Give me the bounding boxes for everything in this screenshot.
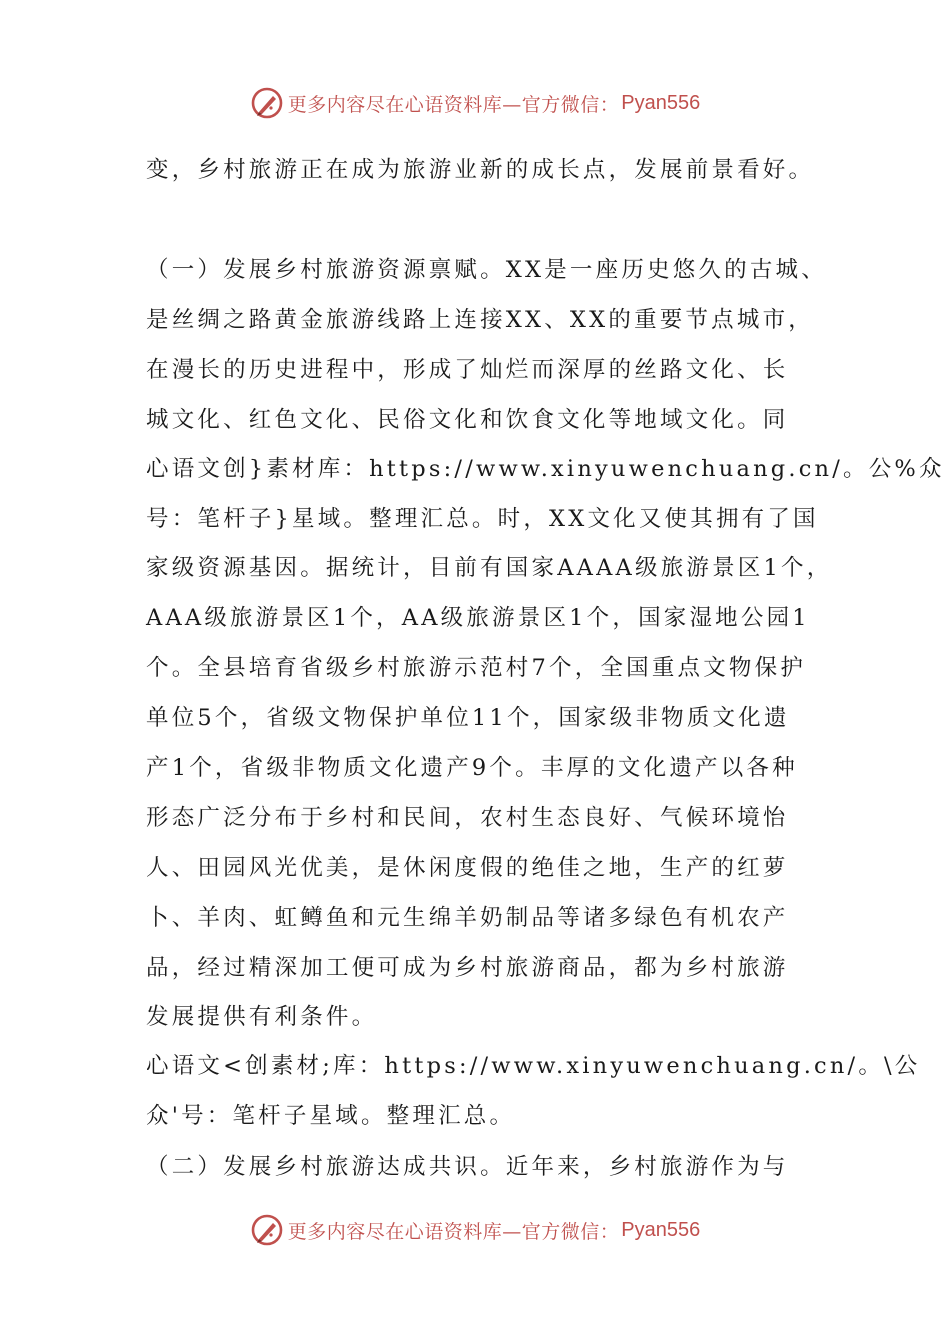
text-line: AAA级旅游景区1个，AA级旅游景区1个，国家湿地公园1 xyxy=(146,605,810,631)
text-line: 心语文<创素材;库：https://www.xinyuwenchuang.cn/。\公 xyxy=(146,1053,921,1079)
text-line: 在漫长的历史进程中，形成了灿烂而深厚的丝路文化、长 xyxy=(146,357,789,383)
text-line: 众'号：笔杆子星域。整理汇总。 xyxy=(146,1103,516,1129)
footer-banner xyxy=(0,1210,950,1250)
text-line: 形态广泛分布于乡村和民间，农村生态良好、气候环境怡 xyxy=(146,805,789,831)
text-line: 城文化、红色文化、民俗文化和饮食文化等地域文化。同 xyxy=(146,407,789,433)
text-line: 心语文创}素材库：https://www.xinyuwenchuang.cn/。公%众 xyxy=(146,456,945,482)
text-line: 家级资源基因。据统计，目前有国家AAAA级旅游景区1个， xyxy=(146,555,833,581)
text-line: 是丝绸之路黄金旅游线路上连接XX、XX的重要节点城市， xyxy=(146,307,814,333)
text-line: 卜、羊肉、虹鳟鱼和元生绵羊奶制品等诸多绿色有机农产 xyxy=(146,905,789,931)
text-line: （一）发展乡村旅游资源禀赋。XX是一座历史悠久的古城、 xyxy=(146,257,827,283)
pen-logo-icon xyxy=(250,86,284,120)
banner-text: 更多内容尽在心语资料库—官方微信： xyxy=(287,93,620,116)
text-line: 号：笔杆子}星域。整理汇总。时，XX文化又使其拥有了国 xyxy=(146,506,819,532)
banner-text: 更多内容尽在心语资料库—官方微信： xyxy=(287,1220,620,1243)
text-line: 人、田园风光优美，是休闲度假的绝佳之地，生产的红萝 xyxy=(146,855,789,881)
text-line: （二）发展乡村旅游达成共识。近年来，乡村旅游作为与 xyxy=(146,1154,789,1180)
text-line: 发展提供有利条件。 xyxy=(146,1004,378,1030)
text-line: 产1个，省级非物质文化遗产9个。丰厚的文化遗产以各种 xyxy=(146,755,798,781)
pen-logo-icon xyxy=(250,1213,284,1247)
text-line: 个。全县培育省级乡村旅游示范村7个，全国重点文物保护 xyxy=(146,655,807,681)
text-line: 品，经过精深加工便可成为乡村旅游商品，都为乡村旅游 xyxy=(146,955,789,981)
header-banner xyxy=(0,83,950,123)
banner-handle: Pyan556 xyxy=(621,1218,701,1241)
text-line: 单位5个，省级文物保护单位11个，国家级非物质文化遗 xyxy=(146,705,790,731)
text-line: 变，乡村旅游正在成为旅游业新的成长点，发展前景看好。 xyxy=(146,157,815,183)
banner-handle: Pyan556 xyxy=(621,91,701,114)
